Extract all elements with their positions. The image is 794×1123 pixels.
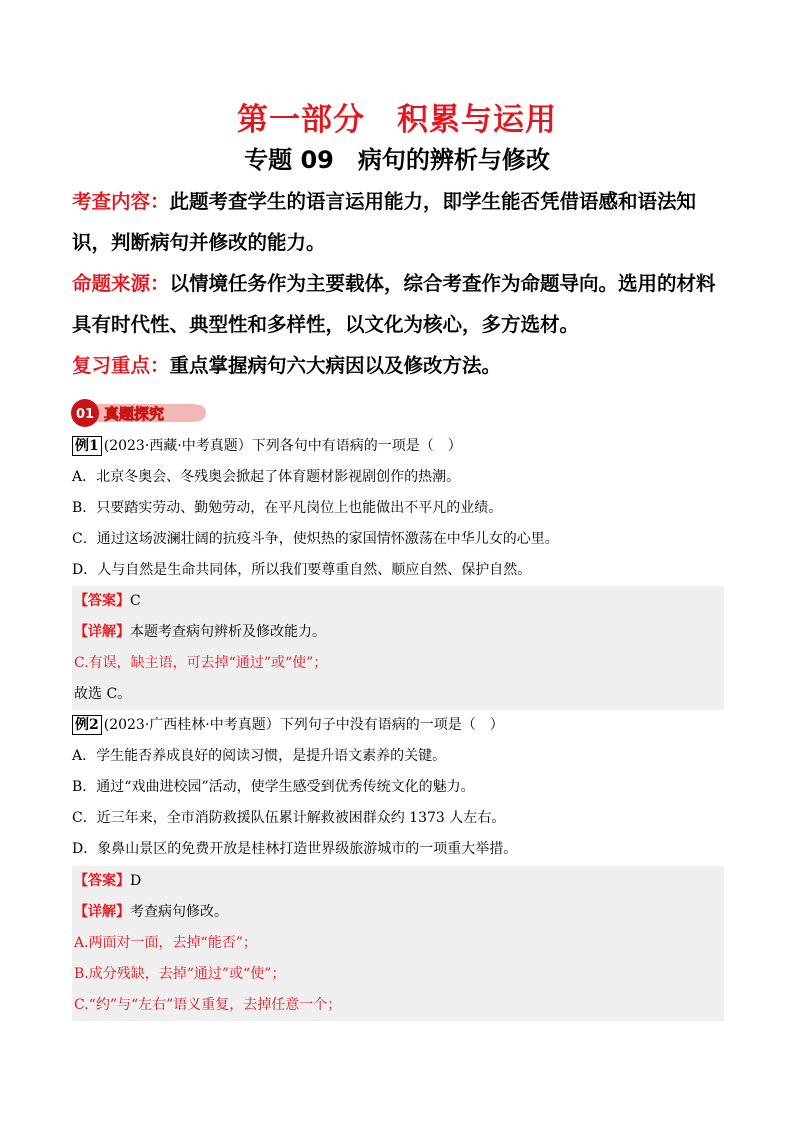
page-subtitle: 专题 09 病句的辨析与修改	[244, 146, 550, 174]
example1-conclusion-text: 故选 C。	[74, 686, 132, 702]
example2-number: 例2	[72, 715, 102, 735]
example2-question	[72, 713, 722, 737]
intro-content	[72, 181, 724, 263]
example1-answer-value: C	[130, 593, 141, 609]
example2-option-a: A．学生能否养成良好的阅读习惯，是提升语文素养的关键。	[72, 748, 447, 764]
page-title: 第一部分 积累与运用	[237, 102, 557, 138]
intro-source	[72, 263, 724, 345]
example2-option-d: D．象鼻山景区的免费开放是桂林打造世界级旅游城市的一项重大举措。	[72, 841, 518, 857]
example2-detail-label: 【详解】	[74, 904, 130, 920]
example1-explain-text: C.有误，缺主语，可去掉“通过”或“使”；	[74, 655, 328, 671]
example1-explain	[72, 648, 724, 679]
example1-conclusion	[72, 679, 724, 710]
example2-stem: 下列句子中没有语病的一项是（ ）	[279, 717, 504, 733]
example1-option-b: B．只要踏实劳动、勤勉劳动，在平凡岗位上也能做出不平凡的业绩。	[72, 500, 503, 516]
example2-answer-value: D	[130, 873, 142, 889]
example1-detail-label: 【详解】	[74, 624, 130, 640]
example2-answer	[72, 866, 724, 897]
example2-explain-b-text: B.成分残缺，去掉“通过”或“使”；	[74, 966, 286, 982]
example1-source: (2023·西藏·中考真题）	[103, 438, 252, 454]
example2-option-c: C．近三年来，全市消防救援队伍累计解救被困群众约 1373 人左右。	[72, 810, 506, 826]
example2-explain-a	[72, 928, 724, 959]
example2-explain-c-text: C.“约”与“左右”语义重复，去掉任意一个；	[74, 997, 342, 1013]
example2-source: (2023·广西桂林·中考真题）	[103, 717, 280, 733]
content-text: 此题考查学生的语言运用能力，即学生能否凭借语感和语法知识，判断病句并修改的能力。	[72, 190, 697, 254]
example2-answer-label: 【答案】	[74, 873, 130, 889]
example1-option-d: D．人与自然是生命共同体，所以我们要尊重自然、顺应自然、保护自然。	[72, 562, 532, 578]
example2-explain-c	[72, 990, 724, 1021]
example1-option-c: C．通过这场波澜壮阔的抗疫斗争，使炽热的家国情怀激荡在中华儿女的心里。	[72, 531, 559, 547]
example2-detail	[72, 897, 724, 928]
example1-answer	[72, 586, 724, 617]
example1-option-a: A．北京冬奥会、冬残奥会掀起了体育题材影视剧创作的热潮。	[72, 469, 461, 485]
review-text: 重点掌握病句六大病因以及修改方法。	[169, 354, 502, 377]
example1-detail	[72, 617, 724, 648]
review-label: 复习重点：	[72, 354, 170, 377]
content-label: 考查内容：	[72, 190, 170, 213]
example1-number: 例1	[72, 436, 102, 456]
example2-detail-text: 考查病句修改。	[130, 904, 228, 920]
section-title: 真题探究	[104, 405, 165, 423]
example2-option-b: B．通过“戏曲进校园”活动，使学生感受到优秀传统文化的魅力。	[72, 779, 475, 795]
section-number: 01	[75, 407, 95, 422]
example1-stem: 下列各句中有语病的一项是（ ）	[251, 438, 462, 454]
example2-explain-b	[72, 959, 724, 990]
example1-question	[72, 434, 722, 458]
example1-answer-label: 【答案】	[74, 593, 130, 609]
source-text: 以情境任务作为主要载体，综合考查作为命题导向。选用的材料具有时代性、典型性和多样性，以文化为核心，多方选材。	[72, 272, 716, 336]
section-banner	[70, 398, 210, 428]
example2-explain-a-text: A.两面对一面，去掉“能否”；	[74, 935, 257, 951]
intro-review	[72, 345, 724, 386]
source-label: 命题来源：	[72, 272, 170, 295]
example1-detail-text: 本题考查病句辨析及修改能力。	[130, 624, 326, 640]
